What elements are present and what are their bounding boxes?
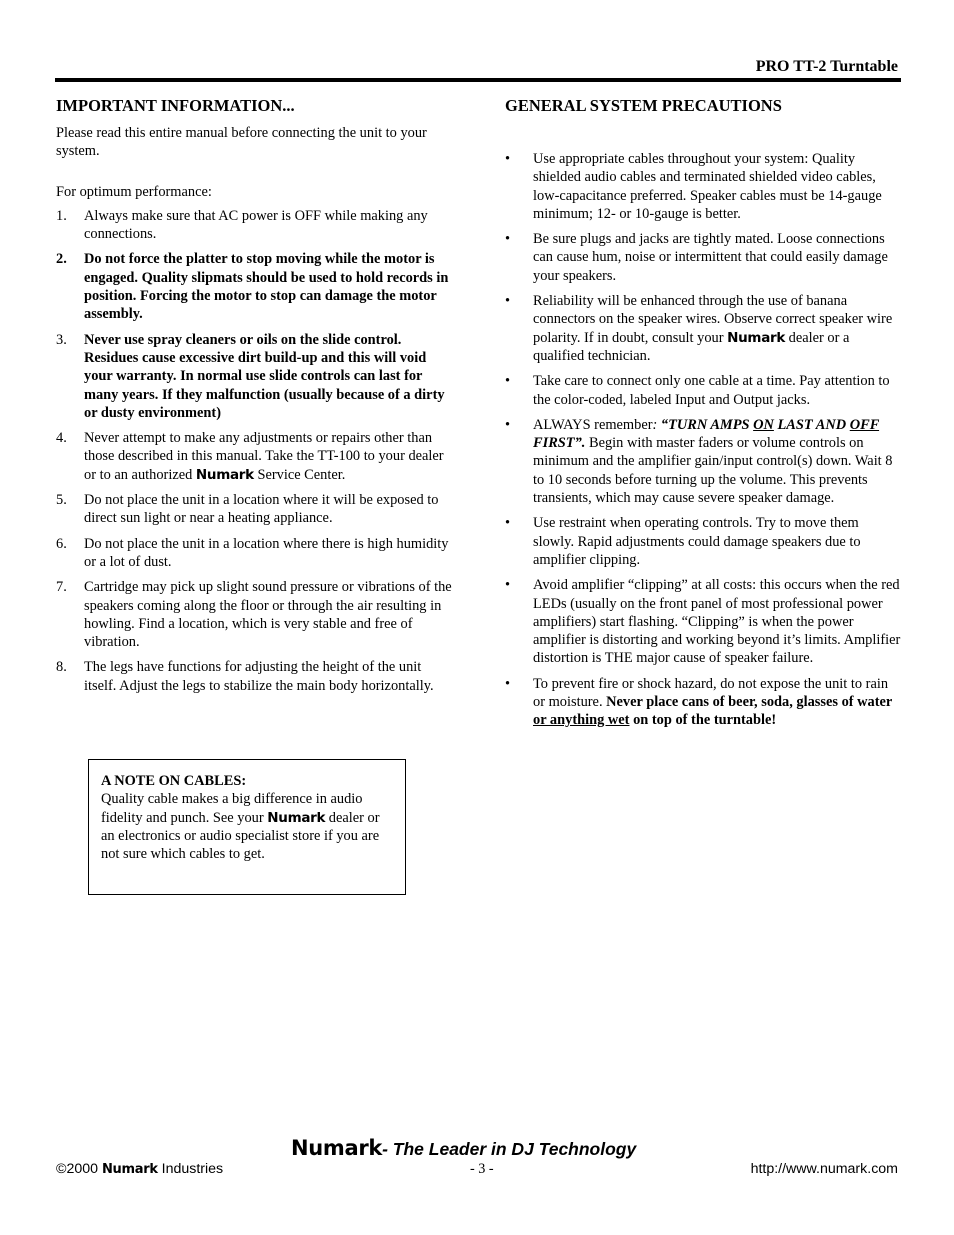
list-item (505, 230, 901, 285)
bullet-icon: • (505, 675, 511, 692)
item-number: 8. (56, 659, 67, 676)
text-run: ALWAYS remember (533, 416, 653, 433)
numark-logo: Numark (291, 1136, 383, 1160)
list-item (56, 429, 452, 484)
footer-copyright (56, 1161, 223, 1177)
item-number: 3. (56, 331, 67, 348)
precautions-list (505, 150, 901, 730)
bullet-icon: • (505, 577, 511, 594)
text-run: FIRST”. (533, 435, 586, 452)
list-item (56, 250, 452, 323)
numark-logo: Numark (195, 466, 254, 483)
bullet-icon: • (505, 373, 511, 390)
note-text-a: Quality cable makes a big difference in audio fidelity and punch. See your (101, 791, 363, 826)
item-number: 6. (56, 535, 67, 552)
text-run: “TURN AMPS (660, 416, 754, 433)
intro-text: Please read this entire manual before connecting the unit to your system. (56, 125, 427, 160)
item-text: Do not place the unit in a location where it will be exposed to direct sun light or near a heating appliance. (84, 492, 439, 527)
copyright-text: ©2000 (56, 1161, 99, 1177)
item-text: Never attempt to make any adjustments or repairs other than those described in this manual. Take the TT-100 to your dealer or to an authorized (84, 430, 444, 483)
list-item (505, 576, 901, 667)
header-rule (55, 78, 901, 82)
item-number: 2. (56, 251, 67, 268)
item-text-cont: Service Center. (257, 466, 346, 483)
item-text: Avoid amplifier “clipping” at all costs: this occurs when the red LEDs (usually on the front panel of most professional power amplifiers) start flashing. “Clipping” is when the power amplifier is distorting and working beyond it’s limits. Amplifier distortion is THE major cause of speaker failure. (533, 577, 901, 667)
text-run: on top of the turntable! (629, 712, 777, 729)
right-column (505, 96, 901, 737)
numark-logo: Numark (101, 1162, 158, 1177)
website-url: http://www.numark.com (750, 1161, 898, 1177)
item-number: 4. (56, 430, 67, 447)
industries-text: Industries (161, 1161, 224, 1177)
text-run: Begin with master faders or volume controls on minimum and the amplifier gain/input control(s) down. Wait 8 to 10 seconds before turning up the volume. This prevents transients, which may cause severe speaker damage. (533, 435, 893, 507)
text-run: OFF (849, 416, 880, 433)
list-item (505, 514, 901, 569)
list-item (505, 372, 901, 409)
text-run: : (652, 416, 661, 433)
bullet-icon: • (505, 231, 511, 248)
item-text: Use restraint when operating controls. Try to move them slowly. Rapid adjustments could damage speakers due to amplifier clipping. (533, 515, 861, 568)
bullet-icon: • (505, 515, 511, 532)
item-number: 5. (56, 492, 67, 509)
text-run: LAST AND (773, 416, 850, 433)
list-item (505, 150, 901, 223)
page-header-title: PRO TT-2 Turntable (755, 58, 898, 75)
list-item (505, 292, 901, 365)
important-info-heading: IMPORTANT INFORMATION... (56, 96, 295, 115)
instructions-list (56, 207, 452, 695)
note-on-cables-box (88, 759, 406, 895)
item-number: 1. (56, 207, 67, 224)
numark-logo: Numark (727, 329, 786, 346)
list-item (56, 207, 452, 244)
item-text: The legs have functions for adjusting the height of the unit itself. Adjust the legs to stabilize the main body horizontally. (84, 659, 434, 694)
list-item (56, 491, 452, 528)
text-run: To prevent fire or shock hazard, do not expose the unit to rain or moisture. (533, 675, 889, 711)
note-title: A NOTE ON CABLES: (101, 773, 247, 789)
tagline-text: - The Leader in DJ Technology (382, 1139, 637, 1159)
bullet-icon: • (505, 151, 511, 167)
list-item (56, 578, 452, 651)
text-run: Never place cans of beer, soda, glasses of water (606, 694, 893, 711)
text-run: or anything wet (533, 712, 630, 729)
item-text: Take care to connect only one cable at a time. Pay attention to the color-coded, labeled Input and Output jacks. (533, 373, 890, 408)
bullet-icon: • (505, 293, 511, 310)
item-text: Do not place the unit in a location where there is high humidity or a lot of dust. (84, 535, 449, 570)
list-item (505, 675, 901, 730)
left-column (56, 96, 452, 702)
list-item (56, 331, 452, 422)
numark-logo: Numark (267, 809, 326, 826)
item-text: Reliability will be enhanced through the use of banana connectors on the speaker wires. Observe correct speaker wire polarity. If in doubt, consult your (533, 293, 893, 346)
footer-tagline (291, 1136, 636, 1160)
list-item (56, 658, 452, 695)
note-text (101, 790, 393, 863)
item-text: Never use spray cleaners or oils on the slide control. Residues cause excessive dirt build-up and this will void your warranty. In normal use slide controls can last for many years. If they malfunction (usually because of a dirty or dusty environment) (84, 331, 445, 421)
item-text (533, 417, 892, 506)
item-text: Do not force the platter to stop moving while the motor is engaged. Quality slipmats should be used to hold records in position. Forcing the motor to stop can damage the motor assembly. (84, 251, 449, 323)
item-text-cont: dealer or a qualified technician. (533, 329, 850, 364)
item-number: 7. (56, 579, 67, 596)
item-text (533, 676, 892, 729)
item-text: Cartridge may pick up slight sound pressure or vibrations of the speakers coming along the floor or through the air resulting in howling. Find a location, which is very stable and free of vibration. (84, 579, 452, 651)
page-number: - 3 - (470, 1161, 494, 1177)
list-item (505, 416, 901, 507)
bullet-icon: • (505, 416, 511, 433)
text-run: ON (753, 416, 774, 433)
item-text: Always make sure that AC power is OFF while making any connections. (84, 207, 428, 243)
optimum-performance-label: For optimum performance: (56, 183, 212, 200)
note-text-b: dealer or an electronics or audio specialist store if you are not sure which cables to get. (101, 809, 380, 863)
list-item (56, 535, 452, 572)
item-text: Use appropriate cables throughout your system: Quality shielded audio cables and terminated shielded video cables, low-capacitance preferred. Speaker cables must be 14-gauge minimum; 12- or 10-gauge is better. (533, 151, 882, 222)
item-text: Be sure plugs and jacks are tightly mated. Loose connections can cause hum, noise or intermittent that could easily damage your speakers. (533, 231, 888, 284)
precautions-heading: GENERAL SYSTEM PRECAUTIONS (505, 96, 782, 115)
